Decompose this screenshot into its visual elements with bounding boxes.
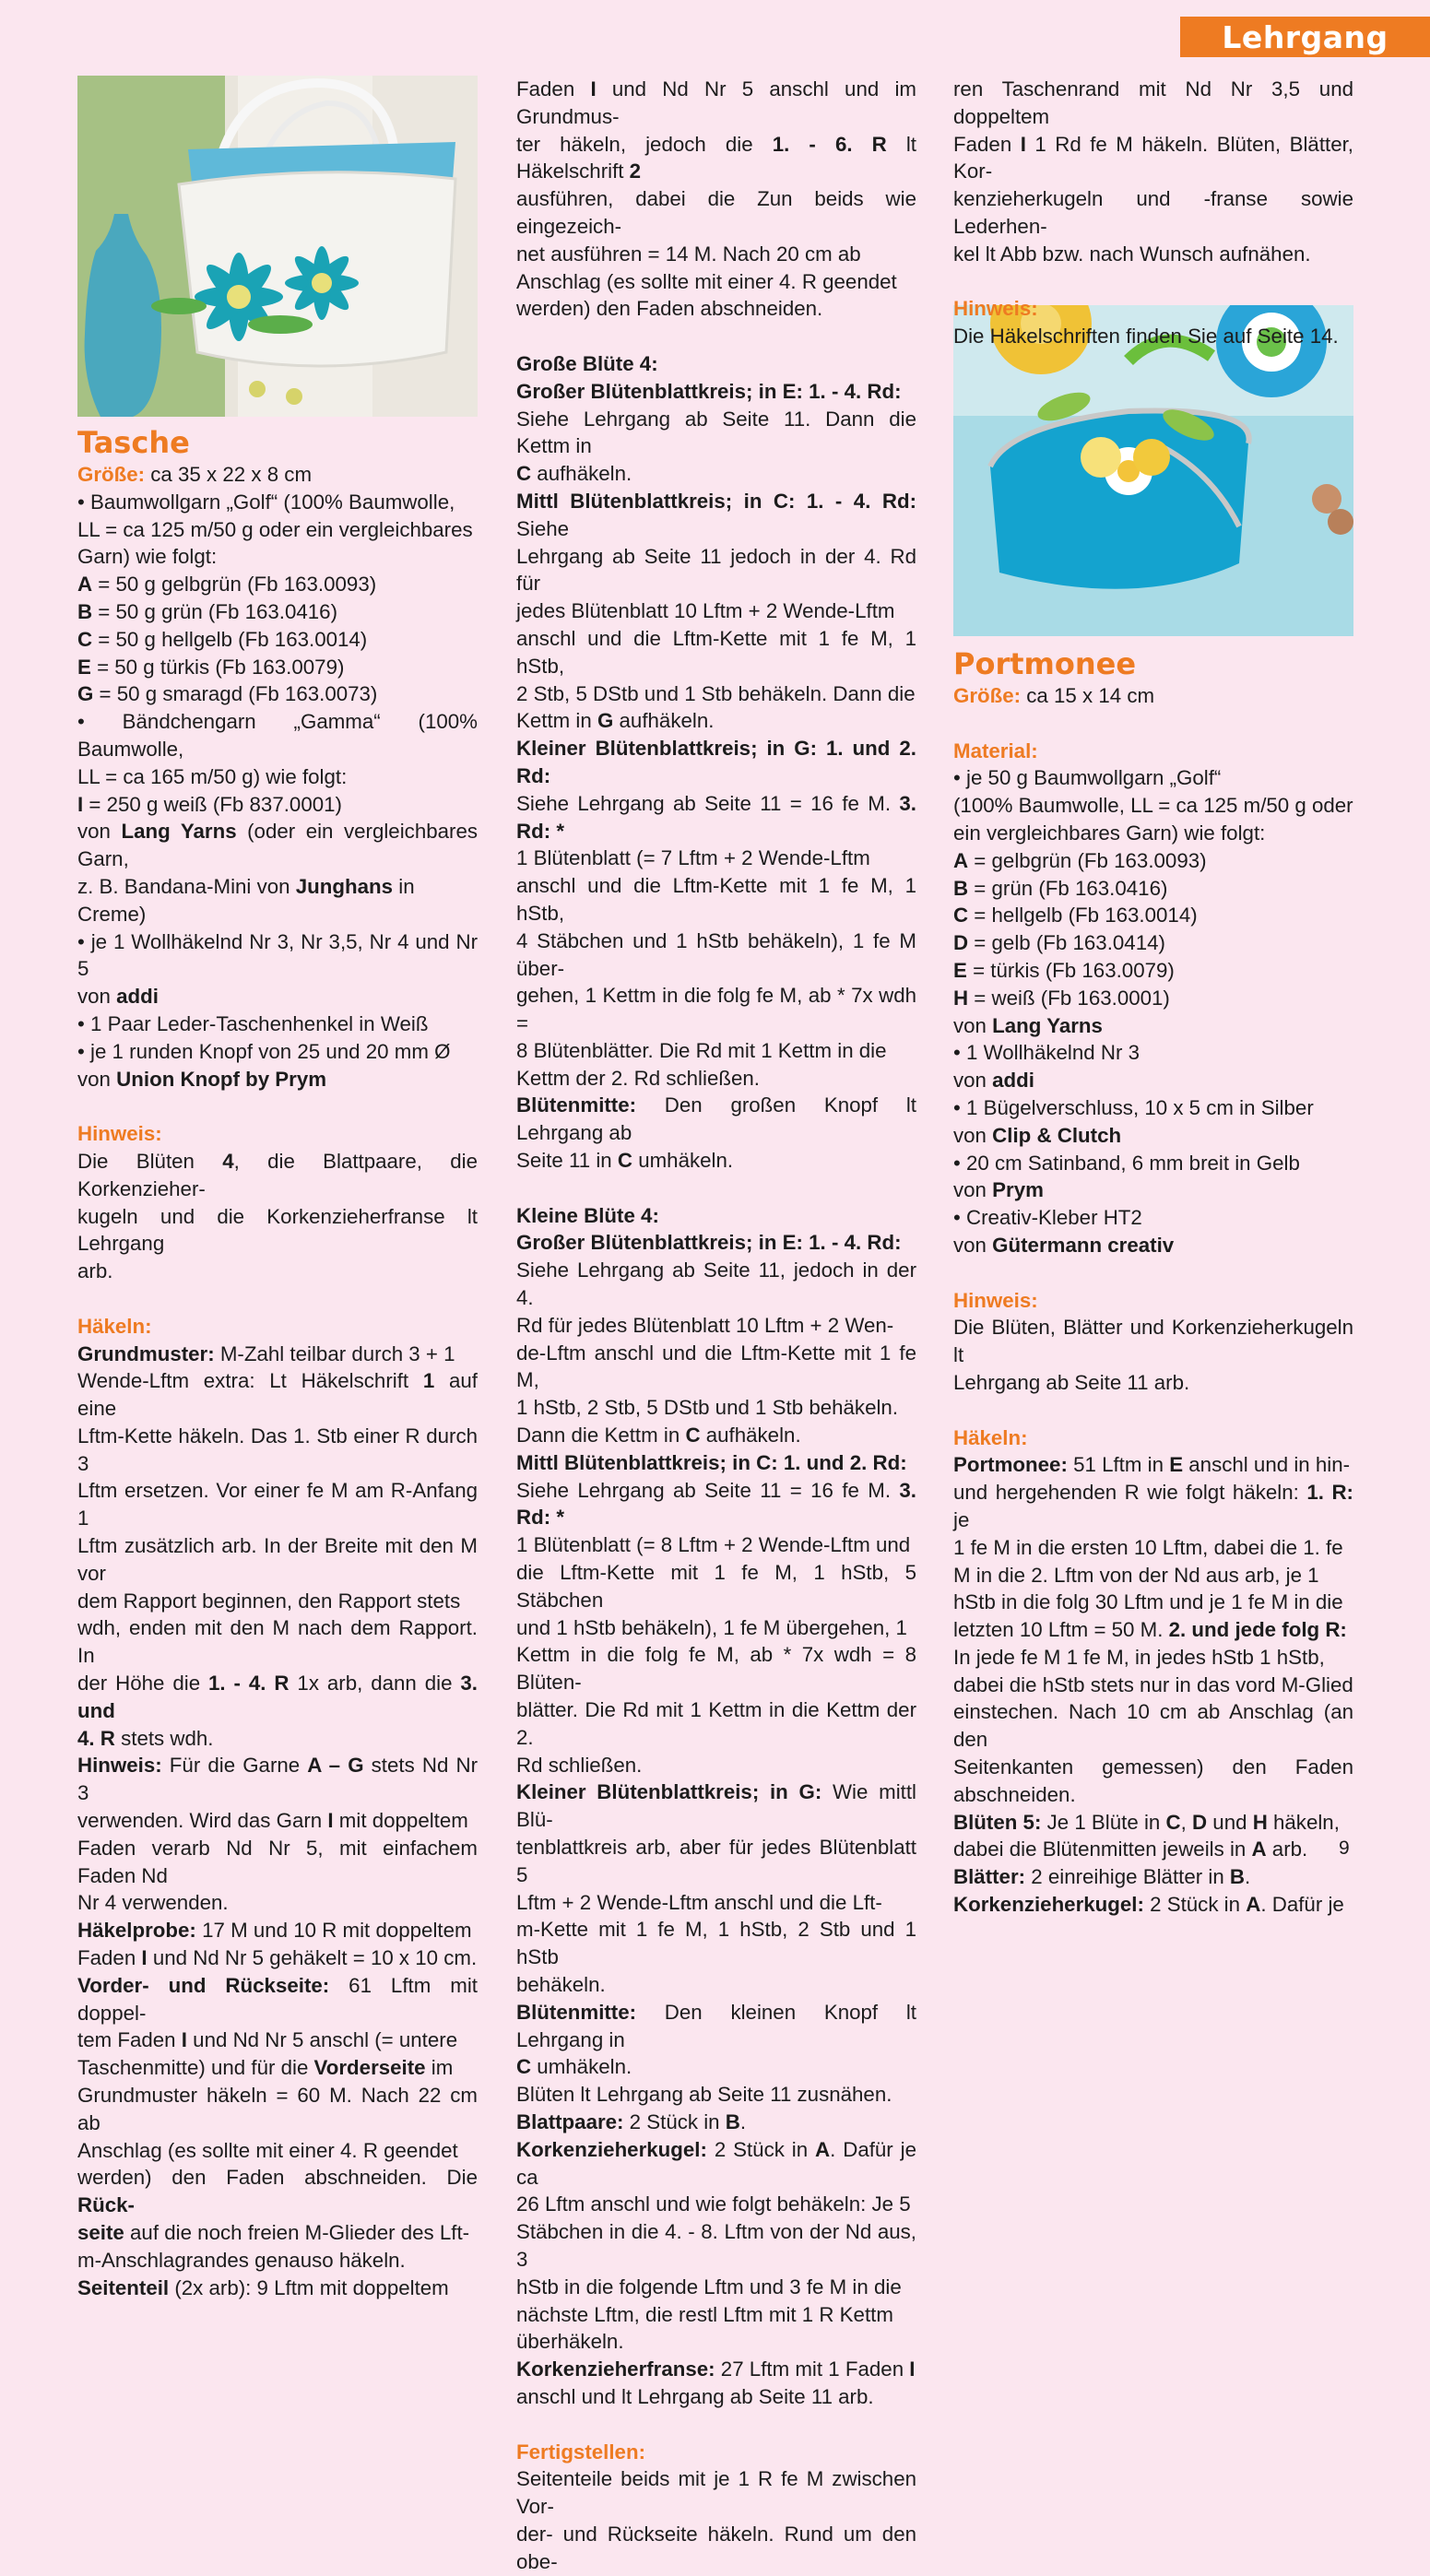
text: stets Nd Nr 3 [77, 1754, 478, 1805]
text: Faden [953, 132, 1021, 156]
yarn-a [77, 571, 478, 598]
text: von [953, 1123, 993, 1147]
bold: Vorder- und Rückseite: [77, 1973, 330, 1997]
text: ter häkeln, jedoch die [516, 132, 773, 156]
letter: A [77, 573, 93, 597]
text-line: 26 Lftm anschl und wie folgt behäkeln: Je 5 [516, 2192, 911, 2216]
brand: Junghans [295, 874, 394, 898]
size-label: Größe: [953, 684, 1022, 707]
text-line: de-Lftm anschl und die Lftm-Kette mit 1 fe M, [516, 1341, 916, 1392]
bold: A [1246, 1893, 1261, 1917]
bag-photo [77, 76, 478, 417]
text: Dann die Kettm in [516, 1424, 686, 1448]
text-line: einstechen. Nach 10 cm ab Anschlag (an den [953, 1700, 1353, 1752]
bold: Häkelprobe: [77, 1919, 196, 1943]
text-line: Lftm-Kette häkeln. Das 1. Stb einer R durch 3 [77, 1424, 478, 1475]
text-line: ausführen, dabei die Zun beids wie eingezeich- [516, 187, 916, 238]
bold: Vorderseite [313, 2056, 426, 2080]
text: von [953, 1069, 993, 1093]
text: aufhäkeln. [531, 462, 632, 486]
bold: A [1251, 1837, 1267, 1861]
text: in Creme) [77, 874, 415, 926]
yarn-a [953, 847, 1353, 875]
text: von [953, 1013, 993, 1037]
bold: Kleiner Blütenblattkreis; in G: 1. und 2. Rd: [516, 737, 916, 787]
bold: Rück- [77, 2193, 135, 2217]
page-number: 9 [1339, 1837, 1350, 1859]
purse-photo [953, 305, 1353, 636]
text-line: behäkeln. [516, 1972, 606, 1996]
crocheted-bag-icon [77, 76, 478, 417]
text-line: Anschlag (es sollte mit einer 4. R geendet [516, 269, 897, 293]
text-line: Anschlag (es sollte mit einer 4. R geendet [77, 2138, 458, 2162]
text-line: • 1 Bügelverschluss, 10 x 5 cm in Silber [953, 1095, 1314, 1119]
text: = 250 g weiß (Fb 837.0001) [83, 792, 342, 816]
text: im [425, 2056, 454, 2080]
text: Die Blüten [77, 1149, 223, 1173]
text: 61 Lftm mit doppel- [77, 1973, 478, 2025]
text-line [77, 983, 478, 1010]
text: M-Zahl teilbar durch 3 + 1 [214, 1341, 455, 1365]
bold: Blütenmitte: [516, 1093, 637, 1117]
text-line [77, 1148, 478, 1203]
text-line: gehen, 1 Kettm in die folg fe M, ab * 7x wdh = [516, 984, 916, 1035]
text-line: anschl und die Lftm-Kette mit 1 fe M, 1 hStb, [516, 626, 916, 678]
text-line: ren Taschenrand mit Nd Nr 3,5 und doppeltem [953, 77, 1353, 128]
text-line: Siehe Lehrgang ab Seite 11. Dann die Kettm in [516, 407, 916, 458]
text: und Nd Nr 5 gehäkelt = 10 x 10 cm. [147, 1946, 478, 1970]
text-line: • 1 Paar Leder-Taschenhenkel in Weiß [77, 1011, 429, 1035]
bold: 3. Rd: * [516, 1478, 916, 1530]
text: z. B. Bandana-Mini von [77, 874, 296, 898]
text: Siehe Lehrgang ab Seite 11 = 16 fe M. [516, 1478, 900, 1502]
text-line: Kettm in die folg fe M, ab * 7x wdh = 8 Blüten- [516, 1643, 916, 1695]
text: umhäkeln. [531, 2055, 632, 2079]
bold: H [1252, 1810, 1268, 1834]
text-line: jedes Blütenblatt 10 Lftm + 2 Wende-Lftm [516, 599, 895, 623]
text: stets wdh. [114, 1726, 214, 1750]
text: Wie mittl Blü- [516, 1780, 916, 1832]
bold: Seitenteil [77, 2275, 170, 2299]
text-line: Blüten lt Lehrgang ab Seite 11 zusnähen. [516, 2083, 892, 2107]
text: Den kleinen Knopf lt Lehrgang in [516, 2000, 916, 2051]
text: verwenden. Wird das Garn [77, 1809, 328, 1833]
text: 2 Stück in [1143, 1893, 1247, 1917]
text: mit doppeltem [333, 1809, 468, 1833]
text: = weiß (Fb 163.0001) [968, 986, 1170, 1010]
text: , die Blattpaare, die Korkenzieher- [77, 1149, 478, 1200]
bold: C [617, 1149, 633, 1173]
text: 1x arb, dann die [289, 1672, 461, 1696]
text-line: werden) den Faden abschneiden. [516, 297, 823, 321]
text-line: m-Anschlagrandes genauso häkeln. [77, 2248, 406, 2272]
text: und hergehenden R wie folgt häkeln: [953, 1481, 1307, 1505]
text: = 50 g hellgelb (Fb 163.0014) [92, 627, 368, 651]
text-line: anschl und die Lftm-Kette mit 1 fe M, 1 hStb, [516, 874, 916, 925]
text-line: 4 Stäbchen und 1 hStb behäkeln), 1 fe M über- [516, 928, 916, 980]
column-2 [516, 76, 916, 2576]
letter: E [953, 958, 967, 982]
text-line: • Baumwollgarn „Golf“ (100% Baumwolle, [77, 490, 455, 514]
text: Siehe [516, 516, 570, 540]
text: 17 M und 10 R mit doppeltem [195, 1919, 472, 1943]
bold: Blattpaare: [516, 2109, 624, 2133]
hinweis-heading: Hinweis: [77, 1122, 162, 1146]
text: Faden [516, 77, 591, 100]
bold: 1. - 4. R [208, 1672, 290, 1696]
text: dabei die Blütenmitten jeweils in [953, 1837, 1252, 1861]
column-3 [953, 76, 1353, 350]
text-line: Grundmuster häkeln = 60 M. Nach 22 cm ab [77, 2084, 478, 2134]
text: umhäkeln. [632, 1149, 734, 1173]
text: werden) den Faden abschneiden. Die [77, 2166, 478, 2190]
text-line [77, 873, 478, 928]
text-line: hStb in die folg 30 Lftm und je 1 fe M in die [953, 1590, 1343, 1614]
text-line: Lftm ersetzen. Vor einer fe M am R-Anfang 1 [77, 1479, 478, 1530]
text-line: Seitenkanten gemessen) den Faden [953, 1755, 1353, 1779]
hinweis-heading: Hinweis: [953, 297, 1038, 321]
text-line: LL = ca 125 m/50 g oder ein vergleichbares [77, 517, 473, 541]
letter: I [77, 792, 84, 816]
text: 2 Stück in [623, 2109, 726, 2133]
brand: Prym [992, 1178, 1044, 1202]
text: = 50 g smaragd (Fb 163.0073) [93, 682, 378, 706]
bold: Blütenmitte: [516, 2000, 637, 2024]
text: = hellgelb (Fb 163.0014) [968, 904, 1198, 928]
bold: 4 [222, 1149, 234, 1173]
grosse-bluete-heading: Große Blüte 4: [516, 351, 658, 375]
bold: D [1192, 1810, 1208, 1834]
text: 27 Lftm mit 1 Faden [715, 2357, 910, 2381]
text-line: • 20 cm Satinband, 6 mm breit in Gelb [953, 1151, 1300, 1175]
letter: B [77, 599, 93, 623]
text-line: 8 Blütenblätter. Die Rd mit 1 Kettm in die [516, 1038, 887, 1062]
bold: Korkenzieherkugel: [516, 2137, 707, 2161]
text: häkeln, [1267, 1810, 1340, 1834]
text-line: Lftm zusätzlich arb. In der Breite mit den M vor [77, 1534, 478, 1585]
bag-section-title: Tasche [77, 425, 190, 460]
text-line: LL = ca 165 m/50 g) wie folgt: [77, 764, 348, 788]
text-line: Rd für jedes Blütenblatt 10 Lftm + 2 Wen- [516, 1313, 894, 1337]
text: je [953, 1507, 970, 1531]
text: = 50 g gelbgrün (Fb 163.0093) [92, 573, 377, 597]
text: 1 Rd fe M häkeln. Blüten, Blätter, Kor- [953, 132, 1354, 183]
text-line: 1 fe M in die ersten 10 Lftm, dabei die 1. fe [953, 1535, 1343, 1559]
text-line: Lehrgang ab Seite 11 jedoch in der 4. Rd für [516, 544, 916, 596]
text: Faden [77, 1946, 142, 1970]
yarn-e [953, 957, 1353, 985]
text: der Höhe die [77, 1672, 209, 1696]
text-line: net ausführen = 14 M. Nach 20 cm ab [516, 242, 861, 266]
bold: seite [77, 2221, 124, 2244]
text-line: Die Blüten, Blätter und Korkenzieherkugeln lt [953, 1316, 1353, 1367]
text: Je 1 Blüte in [1041, 1810, 1166, 1834]
text-line: • Bändchengarn „Gamma“ (100% Baumwolle, [77, 710, 478, 761]
text: . [1245, 1865, 1251, 1889]
brand: Lang Yarns [121, 820, 237, 844]
bold: 3. Rd: * [516, 791, 916, 843]
text: von [77, 820, 122, 844]
text: = gelb (Fb 163.0414) [968, 931, 1165, 955]
text-line: • 1 Wollhäkelnd Nr 3 [953, 1041, 1140, 1065]
text-line: tenblattkreis arb, aber für jedes Blütenblatt 5 [516, 1836, 916, 1886]
bold: Kleiner Blütenblattkreis; in G: [516, 1780, 822, 1804]
text: 2 einreihige Blätter in [1025, 1865, 1230, 1889]
bold: C [516, 2055, 532, 2079]
text-line: • Creativ-Kleber HT2 [953, 1206, 1142, 1230]
text-line: abschneiden. [953, 1782, 1076, 1806]
text: Taschenmitte) und für die [77, 2056, 314, 2080]
text-line: hStb in die folgende Lftm und 3 fe M in die [516, 2275, 902, 2298]
column-1 [77, 424, 478, 2301]
text: arb. [1266, 1837, 1308, 1861]
text-line: Stäbchen in die 4. - 8. Lftm von der Nd aus, 3 [516, 2220, 916, 2271]
text: . [739, 2109, 747, 2133]
text: letzten 10 Lftm = 50 M. [953, 1618, 1169, 1642]
text-line: überhäkeln. [516, 2330, 624, 2354]
text-line: 1 hStb, 2 Stb, 5 DStb und 1 Stb behäkeln. [516, 1396, 899, 1420]
yarn-b [953, 875, 1353, 903]
bold: I [909, 2357, 916, 2381]
text-line: • je 1 Wollhäkelnd Nr 3, Nr 3,5, Nr 4 und Nr 5 [77, 929, 478, 981]
letter: G [77, 682, 94, 706]
brand: Union Knopf by Prym [116, 1067, 327, 1091]
text-line: der- und Rückseite häkeln. Rund um den obe- [516, 2522, 916, 2573]
text: = grün (Fb 163.0416) [968, 876, 1168, 900]
letter: H [953, 986, 969, 1010]
bold: I [141, 1946, 148, 1970]
bold: I [327, 1809, 334, 1833]
letter: A [953, 848, 969, 872]
brand: Gütermann creativ [992, 1233, 1175, 1257]
text: (2x arb): 9 Lftm mit doppeltem [169, 2275, 449, 2299]
column-3-lower [953, 645, 1353, 1919]
bold: 3. und [77, 1672, 478, 1722]
bold: Großer Blütenblattkreis; in E: 1. - 4. Rd: [516, 1231, 902, 1255]
letter: C [77, 627, 93, 651]
text-line: • je 1 runden Knopf von 25 und 20 mm Ø [77, 1039, 451, 1063]
text: von [953, 1233, 993, 1257]
text: Seite 11 in [516, 1149, 618, 1173]
text: auf eine [77, 1369, 478, 1421]
bold: E [1169, 1453, 1184, 1477]
text-line: Garn) wie folgt: [77, 545, 218, 569]
brand: addi [116, 985, 159, 1009]
bold: Hinweis: [77, 1754, 162, 1778]
bold: I [1020, 132, 1026, 156]
text: von [953, 1178, 993, 1202]
yarn-c [953, 902, 1353, 929]
text-line: m-Kette mit 1 fe M, 1 hStb, 2 Stb und 1 hStb [516, 1918, 916, 1969]
purse-section-title: Portmonee [953, 646, 1137, 681]
bold: C [1165, 1810, 1181, 1834]
hinweis-heading: Hinweis: [953, 1288, 1038, 1312]
kleine-bluete-heading: Kleine Blüte 4: [516, 1203, 659, 1227]
bold: I [590, 77, 597, 100]
size-label: Größe: [77, 463, 146, 486]
bold: Mittl Blütenblattkreis; in C: 1. und 2. Rd: [516, 1450, 907, 1474]
text-line: Die Häkelschriften finden Sie auf Seite 14. [953, 325, 1339, 349]
bold: B [725, 2109, 740, 2133]
text: 51 Lftm in [1067, 1453, 1170, 1477]
text-line: ein vergleichbares Garn) wie folgt: [953, 821, 1266, 845]
letter: C [953, 904, 969, 928]
bold: Mittl Blütenblattkreis; in C: 1. - 4. Rd: [516, 489, 916, 513]
bold: A – G [307, 1754, 364, 1778]
haekeln-heading: Häkeln: [77, 1314, 152, 1338]
bold: I [181, 2028, 187, 2052]
haekeln-heading: Häkeln: [953, 1425, 1028, 1449]
text-line: Lehrgang ab Seite 11 arb. [953, 1370, 1190, 1394]
text-line: anschl und lt Lehrgang ab Seite 11 arb. [516, 2384, 874, 2408]
bold: C [516, 462, 532, 486]
text: tem Faden [77, 2028, 182, 2052]
text-line: (100% Baumwolle, LL = ca 125 m/50 g oder [953, 794, 1353, 818]
text-line: wdh, enden mit den M nach dem Rapport. In [77, 1616, 478, 1668]
text-line: die Lftm-Kette mit 1 fe M, 1 hStb, 5 Stäbchen [516, 1561, 916, 1612]
bold: G [597, 709, 614, 733]
text-line: • je 50 g Baumwollgarn „Golf“ [953, 766, 1222, 790]
yarn-c [77, 626, 478, 654]
text-line: blätter. Die Rd mit 1 Kettm in die Kettm der 2. [516, 1698, 916, 1749]
text-line: Lftm + 2 Wende-Lftm anschl und die Lft- [516, 1890, 882, 1914]
yarn-d [953, 929, 1353, 957]
bold: 2 [629, 160, 642, 183]
bold: 2. und jede folg R: [1168, 1618, 1347, 1642]
bold: Blüten 5: [953, 1810, 1042, 1834]
letter: E [77, 655, 91, 679]
bold: 1. - 6. R [772, 132, 887, 156]
brand: addi [992, 1069, 1034, 1093]
text: und [1207, 1810, 1253, 1834]
text-line: nächste Lftm, die restl Lftm mit 1 R Kettm [516, 2302, 893, 2326]
text: = 50 g grün (Fb 163.0416) [92, 599, 337, 623]
bold: C [685, 1424, 701, 1448]
text: (oder ein vergleichbares Garn, [77, 820, 478, 871]
text-line: kugeln und die Korkenzieherfranse lt Lehrgang [77, 1204, 478, 1256]
text: von [77, 985, 117, 1009]
bold: 1. R: [1306, 1481, 1353, 1505]
text: . Dafür je [1260, 1893, 1344, 1917]
text-line: Rd schließen. [516, 1753, 643, 1777]
bold: Korkenzieherfranse: [516, 2357, 715, 2381]
text-line: Seitenteile beids mit je 1 R fe M zwischen Vor- [516, 2467, 916, 2519]
text: und Nd Nr 5 anschl und im Grundmus- [516, 77, 916, 128]
fertigstellen-heading: Fertigstellen: [516, 2440, 645, 2464]
text: . Dafür je ca [516, 2137, 916, 2189]
text-line: 2 Stb, 5 DStb und 1 Stb behäkeln. Dann die [516, 681, 916, 705]
bold: 4. R [77, 1726, 115, 1750]
text-line: kel lt Abb bzw. nach Wunsch aufnähen. [953, 242, 1311, 266]
bold: 1 [422, 1369, 435, 1393]
yarn-b [77, 598, 478, 626]
letter: D [953, 931, 969, 955]
text: und Nd Nr 5 anschl (= untere [186, 2028, 458, 2052]
text-line: dem Rapport beginnen, den Rapport stets [77, 1589, 461, 1613]
text-line: M in die 2. Lftm von der Nd aus arb, je 1 [953, 1563, 1319, 1587]
bold: Portmonee: [953, 1453, 1068, 1477]
text-line: Nr 4 verwenden. [77, 1891, 229, 1915]
text-line: In jede fe M 1 fe M, in jedes hStb 1 hStb, [953, 1645, 1325, 1669]
text: , [1180, 1810, 1192, 1834]
yarn-g [77, 680, 478, 708]
text-line [77, 1066, 478, 1093]
text-line: Faden verarb Nd Nr 5, mit einfachem Faden Nd [77, 1836, 478, 1887]
bold: Korkenzieherkugel: [953, 1893, 1144, 1917]
text: Siehe Lehrgang ab Seite 11 = 16 fe M. [516, 791, 900, 815]
yarn-e [77, 654, 478, 681]
text: Kettm in [516, 709, 597, 733]
text: Für die Garne [161, 1754, 308, 1778]
text: aufhäkeln. [613, 709, 715, 733]
text-line: dabei die hStb stets nur in das vord M-Glied [953, 1672, 1353, 1696]
bold: Grundmuster: [77, 1341, 215, 1365]
crocheted-purse-icon [953, 305, 1353, 636]
text-line: Siehe Lehrgang ab Seite 11, jedoch in der 4. [516, 1258, 916, 1310]
text-line: 1 Blütenblatt (= 8 Lftm + 2 Wende-Lftm und [516, 1533, 911, 1557]
section-banner: Lehrgang [1180, 17, 1430, 57]
text: = gelbgrün (Fb 163.0093) [968, 848, 1207, 872]
yarn-i [77, 791, 478, 819]
material-heading: Material: [953, 739, 1038, 762]
text-line [77, 818, 478, 873]
size-value: ca 35 x 22 x 8 cm [145, 463, 313, 486]
size-value: ca 15 x 14 cm [1021, 684, 1155, 707]
text: anschl und in hin- [1183, 1453, 1351, 1477]
text: = 50 g türkis (Fb 163.0079) [90, 655, 345, 679]
text-line: 1 Blütenblatt (= 7 Lftm + 2 Wende-Lftm [516, 846, 870, 870]
text-line: Kettm der 2. Rd schließen. [516, 1066, 760, 1090]
bold: B [1229, 1865, 1246, 1889]
text: lt Häkelschrift [516, 132, 916, 183]
text: Den großen Knopf lt Lehrgang ab [516, 1093, 916, 1145]
letter: B [953, 876, 969, 900]
text: Wende-Lftm extra: Lt Häkelschrift [77, 1369, 423, 1393]
yarn-h [953, 985, 1353, 1012]
bold: Blätter: [953, 1865, 1026, 1889]
brand: Lang Yarns [992, 1013, 1103, 1037]
text: = türkis (Fb 163.0079) [966, 958, 1175, 982]
text: 2 Stück in [706, 2137, 816, 2161]
text: aufhäkeln. [700, 1424, 801, 1448]
text: auf die noch freien M-Glieder des Lft- [124, 2221, 470, 2244]
text-line: und 1 hStb behäkeln), 1 fe M übergehen, 1 [516, 1615, 907, 1639]
text-line: arb. [77, 1259, 113, 1283]
brand: Clip & Clutch [992, 1123, 1122, 1147]
text: von [77, 1067, 117, 1091]
text-line: kenzieherkugeln und -franse sowie Lederhen- [953, 187, 1353, 238]
bold: A [815, 2137, 831, 2161]
bold: Großer Blütenblattkreis; in E: 1. - 4. Rd: [516, 379, 902, 403]
